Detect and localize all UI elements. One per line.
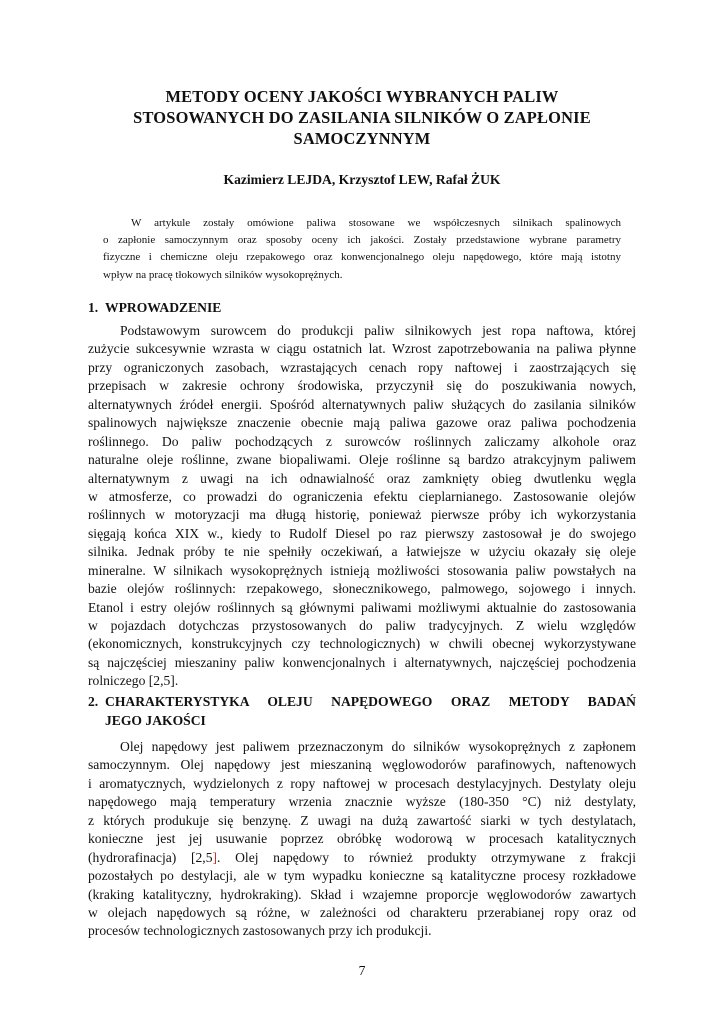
paragraph-line: mineralne. W silnikach wysokoprężnych istnieją możliwości stosowania paliw powstałych na: [88, 562, 636, 578]
paragraph-line: (ekonomicznych, konstrukcyjnych czy technologicznych) w chwili obecnej wykorzystywane: [88, 636, 636, 652]
section-2-heading: [88, 692, 636, 730]
paragraph-line: Podstawowym surowcem do produkcji paliw silnikowych jest ropa naftowa, której: [120, 323, 636, 338]
paragraph-line: Etanol i estry olejów roślinnych są głównymi paliwami możliwymi aktualnie do zastosowania: [88, 599, 636, 615]
paragraph-line: i aromatycznych, wydzielonych z ropy naftowej w procesach destylacyjnych. Destylaty oleju: [88, 775, 636, 791]
paragraph-line: naturalne oleje roślinne, zwane biopaliwami. Oleje roślinne są bardzo atrakcyjnym paliwem: [88, 452, 636, 468]
title-line: STOSOWANYCH DO ZASILANIA SILNIKÓW O ZAPŁONIE: [133, 108, 591, 127]
paper-title: [60, 86, 664, 149]
section-title-line: [88, 692, 636, 711]
paragraph-line: w pojazdach dotychczas przystosowanych do paliw tradycyjnych. Z wielu względów: [88, 618, 636, 633]
section-1-body: [88, 322, 636, 691]
paragraph-line: samoczynnym. Olej napędowy jest mieszaniną węglowodorów parafinowych, naftenowych: [88, 757, 636, 773]
paragraph-line: przy ograniczonych zasobach, wzrastających cenach ropy naftowej i zaostrzających się: [88, 359, 636, 375]
paragraph-line: (kraking katalityczny, hydrokraking). Skład i wzajemne proporcje węglowodorów zawartych: [88, 886, 636, 902]
abstract-line: o zapłonie samoczynnym oraz sposoby oceny ich jakości. Zostały przedstawione wybrane parametry: [103, 234, 621, 247]
paragraph-line: sięgają końca XIX w., kiedy to Rudolf Diesel po raz pierwszy zastosował je do swojego: [88, 525, 636, 541]
paragraph-line: napędowego mają temperatury wrzenia znacznie wyższe (180-350 °C) niż destylaty,: [88, 794, 636, 810]
section-title-line: JEGO JAKOŚCI: [105, 713, 206, 728]
paragraph-line: są najczęściej mieszaniny paliw konwencjonalnych i alternatywnych, najczęściej pochodzenia: [88, 654, 636, 670]
paragraph-line: rolniczego [2,5].: [88, 673, 179, 689]
section-title: WPROWADZENIE: [105, 300, 222, 315]
paragraph-line: alternatywnym z uwagi na ich odnawialność oraz zamknięty obieg dwutlenku węgla: [88, 470, 636, 486]
page-number: 7: [358, 963, 366, 978]
section-1-heading: [88, 298, 636, 317]
section-title: CHARAKTERYSTYKA OLEJU NAPĘDOWEGO ORAZ METODY BADAŃ: [105, 694, 636, 709]
text-segment: (hydrorafinacja) [2,5: [88, 849, 213, 865]
citation-bracket: ]: [212, 849, 218, 865]
title-line: METODY OCENY JAKOŚCI WYBRANYCH PALIW: [165, 87, 559, 106]
paragraph-line: bazie olejów roślinnych: rzepakowego, słonecznikowego, palmowego, sojowego i innych.: [88, 581, 636, 597]
paragraph-line: zużycie sukcesywnie wzrasta w ciągu ostatnich lat. Wzrost zapotrzebowania na paliwa płynne: [88, 341, 636, 357]
title-line: SAMOCZYNNYM: [293, 129, 431, 148]
section-number: 1.: [88, 300, 99, 315]
paragraph-line: Olej napędowy jest paliwem przeznaczonym do silników wysokoprężnych z zapłonem: [120, 739, 636, 754]
paragraph-line: roślinnego. Do paliw pochodzących z surowców roślinnych zaliczamy alkohole oraz: [88, 433, 636, 449]
paragraph-line: przepisach w zakresie ochrony środowiska, przyczynił się do poszukiwania nowych,: [88, 378, 636, 394]
abstract-line: wpływ na pracę tłokowych silników wysokoprężnych.: [103, 268, 343, 281]
paragraph-line: silnika. Jednak próby te nie spełniły oczekiwań, a łatwiejsze w użyciu okazały się oleje: [88, 544, 636, 560]
paragraph-line: alternatywnych źródeł energii. Spośród alternatywnych paliw służących do zasilania silników: [88, 396, 636, 412]
paragraph-line: spalinowych największe znaczenie obecnie mają paliwa gazowe oraz paliwa pochodzenia: [88, 415, 636, 431]
paragraph-line: konieczne jest jej usuwanie poprzez obróbkę wodorową w procesach katalitycznych: [88, 831, 636, 847]
authors: Kazimierz LEJDA, Krzysztof LEW, Rafał ŻUK: [223, 172, 501, 187]
section-2-body: [88, 738, 636, 941]
abstract-line: W artykule zostały omówione paliwa stosowane we współczesnych silnikach spalinowych: [131, 217, 621, 229]
abstract: [103, 215, 621, 284]
paragraph-line: procesów technologicznych zastosowanych przy ich produkcji.: [88, 923, 432, 939]
text-segment: . Olej napędowy to również produkty otrzymywane z frakcji: [217, 849, 636, 865]
abstract-line: fizyczne i chemiczne oleju rzepakowego oraz konwencjonalnego oleju napędowego, które mają istotny: [103, 251, 621, 264]
paragraph-line: roślinnych w motoryzacji ma długą historię, ponieważ pierwsze próby ich wykorzystania: [88, 507, 636, 523]
paragraph-line: pozostałych po destylacji, ale w tym wypadku konieczne są katalityczne procesy rozkładowe: [88, 868, 636, 884]
paragraph-line: w olejach napędowych są różne, w zależności od charakteru przerabianej ropy oraz od: [88, 904, 636, 920]
section-number: 2.: [88, 694, 99, 709]
paragraph-line: z których produkuje się benzynę. Z uwagi na dużą zawartość siarki w tych destylatach,: [88, 812, 636, 828]
paragraph-line: [88, 849, 636, 867]
paragraph-line: w atmosferze, co prowadzi do ograniczenia efektu cieplarnianego. Zastosowanie olejów: [88, 488, 636, 504]
